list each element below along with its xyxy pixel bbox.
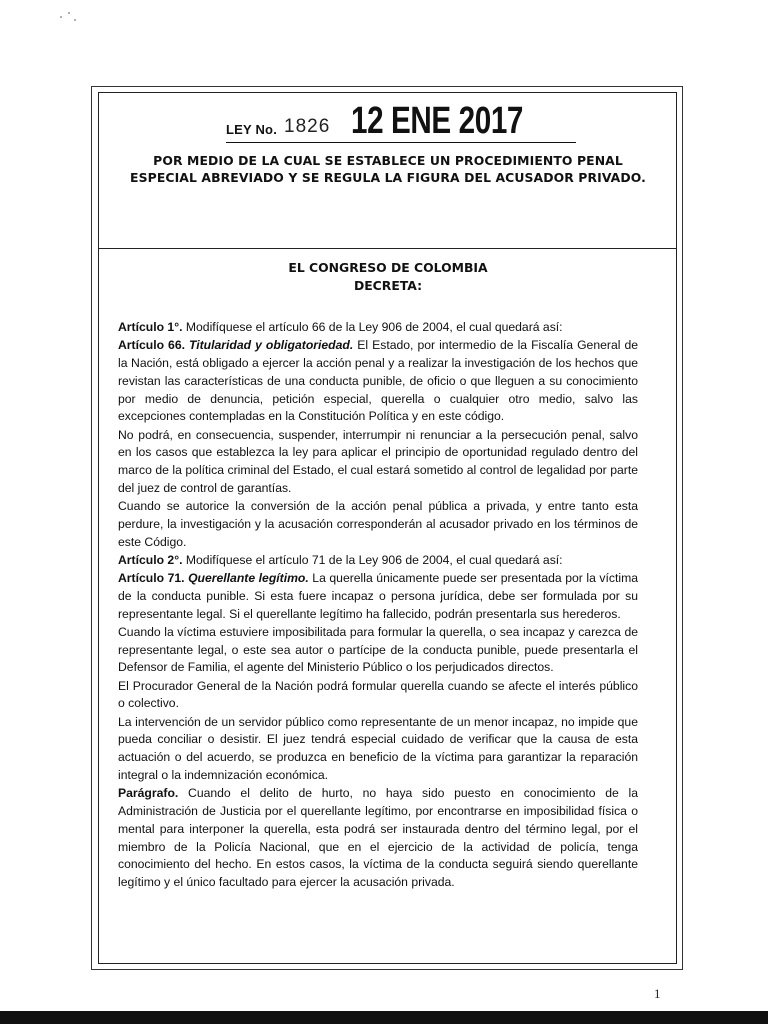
paragraph-lead: Artículo 66. bbox=[118, 338, 185, 353]
law-paragraph bbox=[118, 552, 638, 570]
law-title: POR MEDIO DE LA CUAL SE ESTABLECE UN PROCEDIMIENTO PENAL ESPECIAL ABREVIADO Y SE REGULA LA FIGURA DEL ACUSADOR PRIVADO. bbox=[130, 153, 646, 185]
paragraph-lead: Artículo 2°. bbox=[118, 552, 183, 567]
law-paragraph bbox=[118, 337, 638, 426]
paragraph-heading: Querellante legítimo. bbox=[184, 571, 309, 586]
paragraph-text: Cuando se autorice la conversión de la acción penal pública a privada, y entre tanto esta perdure, la investigación y la acusación corresponderán al acusador privado en los términos de este Código. bbox=[118, 499, 638, 549]
paragraph-heading: Titularidad y obligatoriedad. bbox=[185, 338, 354, 353]
paragraph-lead: Parágrafo. bbox=[118, 786, 179, 801]
paragraph-text: La intervención de un servidor público como representante de un menor incapaz, no impide que pueda conciliar o desistir. El juez tendrá especial cuidado de verificar que la causa de esta actuación o del acuerdo, se produzca en beneficio de la víctima para garantizar la reparación integral o la indemnización económica. bbox=[118, 714, 638, 783]
law-paragraph bbox=[118, 319, 638, 337]
law-body bbox=[118, 319, 638, 892]
issuer-name: EL CONGRESO DE COLOMBIA bbox=[288, 260, 488, 275]
paragraph-text: Cuando el delito de hurto, no haya sido puesto en conocimiento de la Administración de Justicia por el querellante legítimo, por encontrarse en imposibilidad física o mental para interponer la querella, esta podrá ser instaurada dentro del término legal, por el miembro de la Policía Nacional, que en el ejercicio de la actividad de policía, tenga conocimiento del hecho. En estos casos, la víctima de la conducta seguirá siendo querellante legítimo y el único facultado para ejercer la acusación privada. bbox=[118, 786, 638, 890]
scan-bottom-edge bbox=[0, 1011, 768, 1024]
law-paragraph bbox=[118, 678, 638, 714]
scan-speck bbox=[58, 10, 80, 24]
paragraph-text: Modifíquese el artículo 71 de la Ley 906 de 2004, el cual quedará así: bbox=[182, 552, 563, 567]
law-prefix: LEY No. bbox=[226, 122, 278, 137]
law-paragraph bbox=[118, 714, 638, 785]
law-paragraph bbox=[118, 624, 638, 677]
law-number: 1826 bbox=[284, 116, 331, 137]
page-number: 1 bbox=[654, 986, 661, 1001]
paragraph-text: Cuando la víctima estuviere imposibilitada para formular la querella, o sea incapaz y carezca de representante legal, o este sea autor o partícipe de la conducta punible, puede presentarla el Defensor de Familia, el agente del Ministerio Público o los perjudicados directos. bbox=[118, 624, 638, 675]
paragraph-lead: Artículo 1°. bbox=[118, 320, 183, 334]
paragraph-lead: Artículo 71. bbox=[118, 571, 185, 586]
paragraph-text: Modifíquese el artículo 66 de la Ley 906 de 2004, el cual quedará así: bbox=[182, 320, 563, 334]
paragraph-text: No podrá, en consecuencia, suspender, interrumpir ni renunciar a la persecución penal, salvo en los casos que establezca la ley para aplicar el principio de oportunidad regulado dentro del marco de la política criminal del Estado, el cual estará sometido al control de legalidad por parte del juez de control de garantías. bbox=[118, 427, 638, 495]
issuer-verb: DECRETA: bbox=[353, 278, 423, 293]
law-paragraph bbox=[118, 785, 638, 892]
issuer-block bbox=[120, 259, 656, 295]
law-paragraph bbox=[118, 570, 638, 623]
law-date-stamp: 12 ENE 2017 bbox=[351, 100, 524, 142]
paragraph-text: El Estado, por intermedio de la Fiscalía General de la Nación, está obligado a ejercer la acción penal y a realizar la investigación de los hechos que revistan las características de una conducta punible, de oficio o que lleguen a su conocimiento por medio de denuncia, petición especial, querella o cualquier otro medio, salvo las excepciones contempladas en la Constitución Política y en este código. bbox=[118, 338, 639, 424]
paragraph-text: La querella únicamente puede ser presentada por la víctima de la conducta punible. Si esta fuere incapaz o persona jurídica, debe ser formulada por su representante legal. Si el querellante legítimo ha fallecido, podrán presentarla sus herederos. bbox=[118, 571, 638, 621]
paragraph-text: El Procurador General de la Nación podrá formular querella cuando se afecte el interés público o colectivo. bbox=[118, 678, 638, 711]
header-separator bbox=[98, 248, 676, 249]
law-paragraph bbox=[118, 498, 638, 551]
law-paragraph bbox=[118, 427, 638, 498]
law-number-line bbox=[226, 102, 576, 143]
